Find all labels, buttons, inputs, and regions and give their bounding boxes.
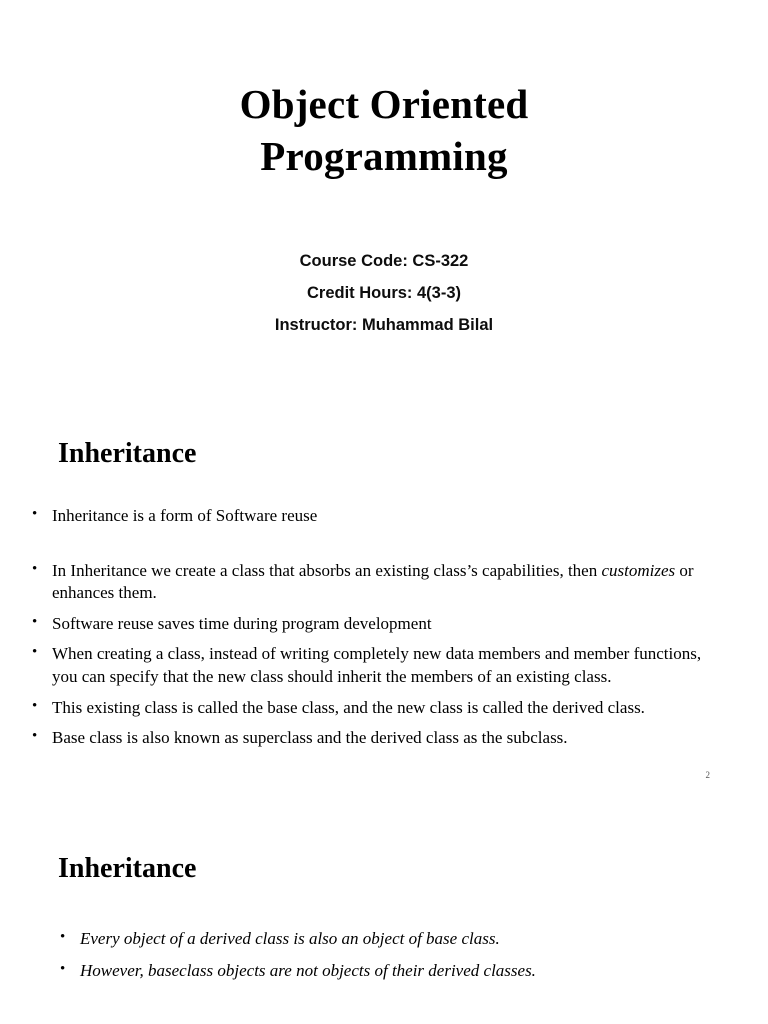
instructor-name: Instructor: Muhammad Bilal (274, 316, 494, 335)
list-item (30, 560, 706, 605)
list-item (58, 928, 706, 951)
bullet-text: However, baseclass objects are (80, 961, 297, 981)
bullet-text: Every object of a derived class is also an object of base class. (80, 928, 500, 948)
title-line-1: Object Oriented (239, 81, 529, 127)
bullet-text: When creating a class, instead of writing completely new data members and member functions, you can specify that the new class should inherit the members of an existing class. (52, 644, 702, 687)
list-item (30, 727, 706, 750)
bullet-text-tail: objects of their derived classes. (317, 961, 536, 981)
bullet-text: In Inheritance we create a class that absorbs an existing class’s capabilities, then (52, 560, 602, 580)
bullet-text-tail: or enhances them. (52, 560, 694, 603)
list-item (58, 960, 706, 983)
slide-heading: Inheritance (58, 852, 197, 884)
slide-heading: Inheritance (58, 438, 197, 470)
bullet-text-emphasis: not (296, 961, 318, 981)
bullet-text: Inheritance is a form of Software reuse (52, 506, 318, 526)
title-line-2: Programming (260, 133, 508, 180)
bullet-list (0, 928, 768, 983)
slide-title-section (0, 0, 768, 341)
list-item (30, 697, 706, 720)
presentation-title (0, 78, 768, 183)
bullet-text-emphasis: customizes (601, 560, 676, 580)
credit-hours: Credit Hours: 4(3-3) (306, 284, 462, 303)
course-code: Course Code: CS-322 (299, 251, 469, 270)
bullet-text: Base class is also known as superclass and the derived class as the subclass. (52, 728, 568, 748)
list-item (30, 505, 706, 528)
slide-number: 2 (705, 769, 710, 780)
course-meta (0, 245, 768, 342)
slide-inheritance-2 (0, 852, 768, 983)
list-item (30, 643, 706, 688)
list-item (30, 613, 706, 636)
bullet-list (0, 505, 768, 750)
bullet-text: Software reuse saves time during program development (52, 613, 432, 633)
slide-inheritance-1 (0, 437, 768, 779)
bullet-text: This existing class is called the base class, and the new class is called the derived class. (52, 697, 645, 717)
